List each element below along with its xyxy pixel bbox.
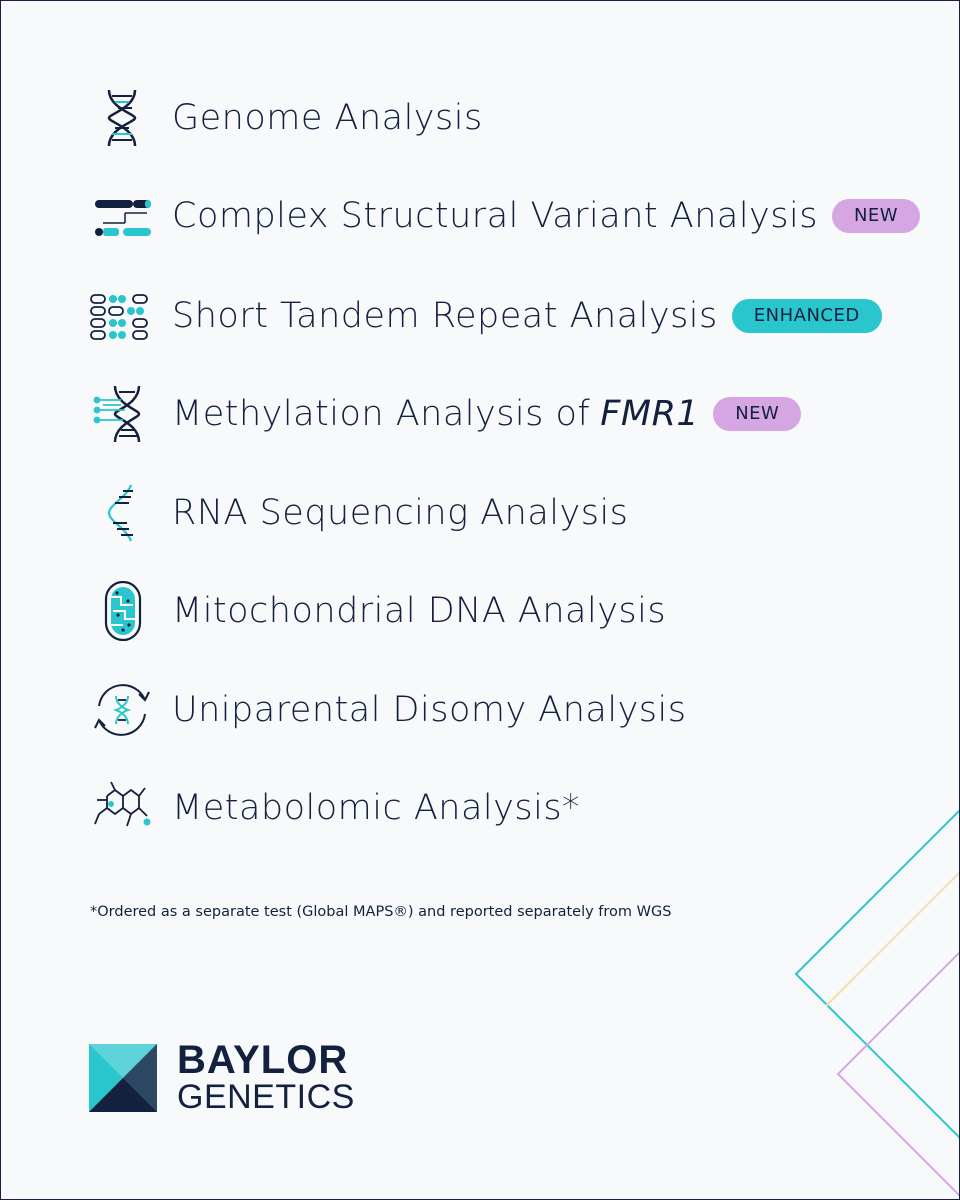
logo-wordmark-line2: GENETICS <box>177 1078 355 1116</box>
baylor-genetics-logo <box>89 1038 369 1116</box>
gene-name: FMR1 <box>600 394 700 434</box>
mitochondrion-icon <box>87 581 157 641</box>
item-label: Short Tandem Repeat Analysis ENHANCED <box>172 296 882 336</box>
item-label: Genome Analysis <box>172 98 483 138</box>
item-label: RNA Sequencing Analysis <box>172 493 629 533</box>
footnote: *Ordered as a separate test (Global MAPS®) and reported separately from WGS <box>90 904 672 920</box>
enhanced-badge: ENHANCED <box>732 299 882 333</box>
methylation-dna-icon <box>87 384 157 444</box>
list-item-uniparental-disomy <box>1 675 960 745</box>
list-item-short-tandem-repeat <box>1 281 960 351</box>
item-label: Uniparental Disomy Analysis <box>172 690 687 730</box>
list-item-complex-structural-variant <box>1 181 960 251</box>
uniparental-cycle-icon <box>87 680 157 740</box>
new-badge: NEW <box>832 199 920 233</box>
item-label: Methylation Analysis of FMR1 NEW <box>172 394 801 434</box>
tandem-repeat-icon <box>87 286 157 346</box>
structural-variant-icon <box>87 186 157 246</box>
list-item-mitochondrial-dna <box>1 576 960 646</box>
list-item-genome-analysis <box>1 83 960 153</box>
item-label: Metabolomic Analysis* <box>172 788 581 828</box>
item-label: Complex Structural Variant Analysis NEW <box>172 196 920 236</box>
new-badge: NEW <box>713 397 801 431</box>
dna-helix-icon <box>87 88 157 148</box>
decorative-lines <box>781 801 960 1200</box>
item-label: Mitochondrial DNA Analysis <box>172 591 667 631</box>
molecule-icon <box>87 778 157 838</box>
logo-mark-icon <box>89 1044 157 1112</box>
list-item-methylation-fmr1 <box>1 379 960 449</box>
logo-wordmark-line1: BAYLOR <box>177 1038 349 1082</box>
rna-strand-icon <box>87 483 157 543</box>
list-item-rna-sequencing <box>1 478 960 548</box>
